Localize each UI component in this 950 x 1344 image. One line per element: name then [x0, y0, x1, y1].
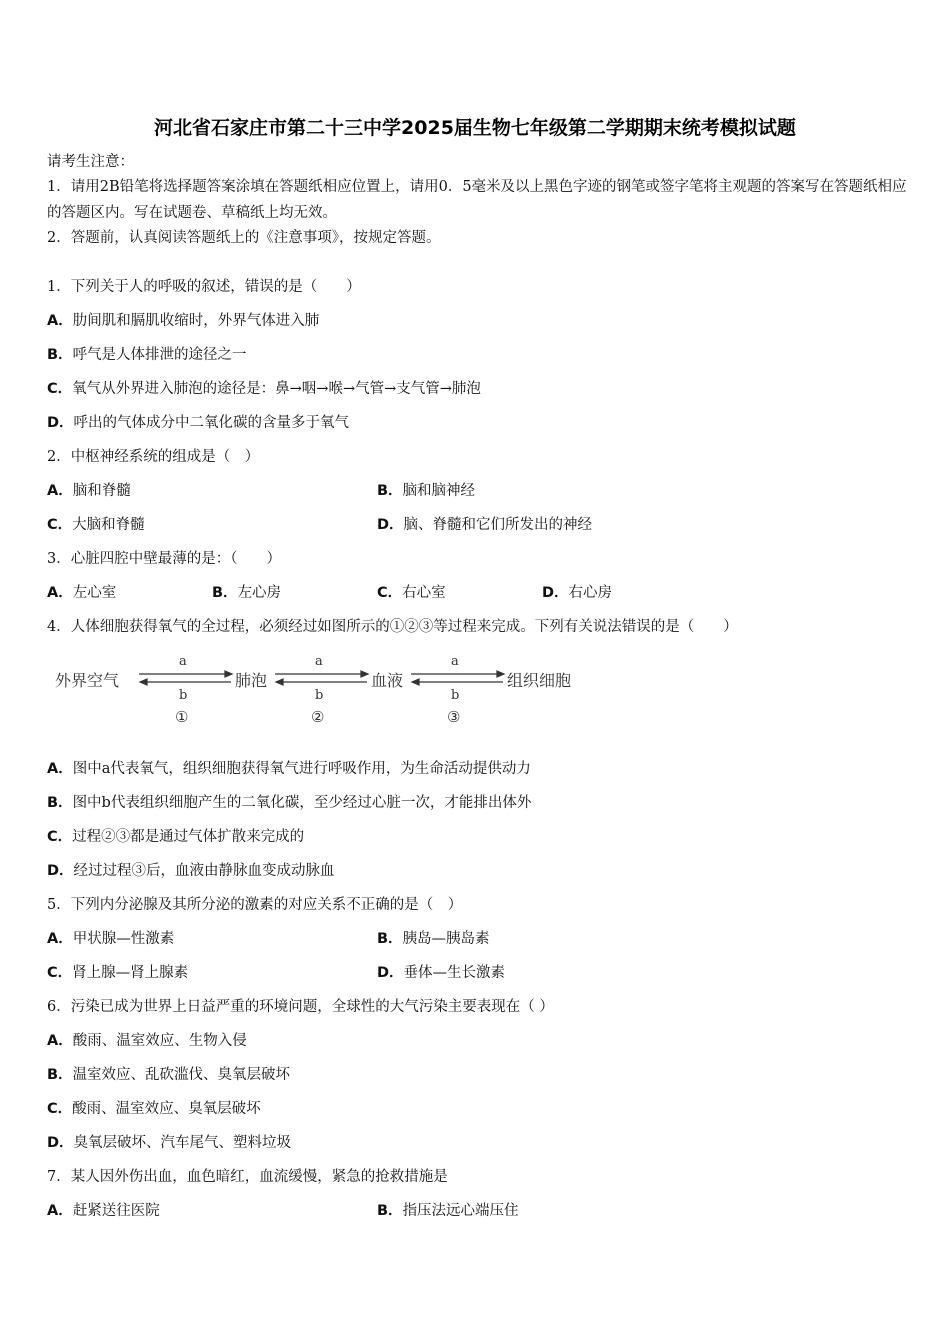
question-7-stem: 7．某人因外伤出血，血色暗红，血流缓慢，紧急的抢救措施是 — [47, 1169, 448, 1185]
q2-option-a: A．脑和脊髓 — [47, 483, 131, 499]
question-1-stem: 1．下列关于人的呼吸的叙述，错误的是（ ） — [47, 279, 361, 295]
q2-option-d: D．脑、脊髓和它们所发出的神经 — [377, 517, 593, 533]
arrow-a-2-head — [361, 671, 368, 677]
gas-exchange-diagram — [55, 652, 595, 732]
question-3-stem: 3．心脏四腔中壁最薄的是：（ ） — [47, 551, 281, 567]
diagram-label-b-3: b — [451, 688, 460, 703]
notice-heading: 请考生注意： — [47, 154, 134, 170]
q7-option-b: B．指压法远心端压住 — [377, 1203, 519, 1219]
q3-option-d: D．右心房 — [542, 585, 613, 601]
q3-option-c: C．右心室 — [377, 585, 446, 601]
diagram-label-a-3: a — [451, 654, 459, 669]
question-2-stem: 2．中枢神经系统的组成是（ ） — [47, 449, 260, 465]
question-6-stem: 6．污染已成为世界上日益严重的环境问题，全球性的大气污染主要表现在（ ） — [47, 999, 554, 1015]
arrow-b-2-head — [276, 679, 283, 685]
diagram-node-blood: 血液 — [371, 671, 404, 690]
q7-option-a: A．赶紧送往医院 — [47, 1203, 160, 1219]
q4-option-d: D．经过过程③后，血液由静脉血变成动脉血 — [47, 863, 335, 879]
notice-item-1: 1．请用2B铅笔将选择题答案涂填在答题纸相应位置上，请用0．5毫米及以上黑色字迹的钢笔或签字笔将主观题的答案写在答题纸相应的答题区内。写在试题卷、草稿纸上均无效。 — [47, 179, 907, 221]
diagram-label-b-1: b — [179, 688, 188, 703]
q3-option-b: B．左心房 — [212, 585, 282, 601]
q1-option-d: D．呼出的气体成分中二氧化碳的含量多于氧气 — [47, 415, 350, 431]
diagram-label-a-2: a — [315, 654, 323, 669]
q6-option-a: A．酸雨、温室效应、生物入侵 — [47, 1033, 247, 1049]
q4-option-a: A．图中a代表氧气，组织细胞获得氧气进行呼吸作用，为生命活动提供动力 — [47, 761, 531, 777]
q3-option-a: A．左心室 — [47, 585, 117, 601]
diagram-label-b-2: b — [315, 688, 324, 703]
q4-option-b: B．图中b代表组织细胞产生的二氧化碳，至少经过心脏一次，才能排出体外 — [47, 795, 532, 811]
q2-option-c: C．大脑和脊髓 — [47, 517, 145, 533]
q1-option-b: B．呼气是人体排泄的途径之一 — [47, 347, 247, 363]
q1-option-a: A．肋间肌和膈肌收缩时，外界气体进入肺 — [47, 313, 320, 329]
q6-option-c: C．酸雨、温室效应、臭氧层破坏 — [47, 1101, 261, 1117]
diagram-arrows — [55, 652, 595, 732]
q5-option-d: D．垂体—生长激素 — [377, 965, 506, 981]
question-5-stem: 5．下列内分泌腺及其所分泌的激素的对应关系不正确的是（ ） — [47, 897, 463, 913]
arrow-b-1-head — [140, 679, 147, 685]
question-4-stem: 4．人体细胞获得氧气的全过程，必须经过如图所示的①②③等过程来完成。下列有关说法错误的是（ ） — [47, 619, 738, 635]
q5-option-c: C．肾上腺—肾上腺素 — [47, 965, 189, 981]
q2-option-b: B．脑和脑神经 — [377, 483, 476, 499]
notice-item-2: 2．答题前，认真阅读答题纸上的《注意事项》，按规定答题。 — [47, 230, 441, 246]
page-title: 河北省石家庄市第二十三中学2025届生物七年级第二学期期末统考模拟试题 — [154, 117, 796, 139]
diagram-step-1: ① — [175, 708, 189, 726]
diagram-node-outside-air: 外界空气 — [55, 671, 120, 690]
q1-option-c: C．氧气从外界进入肺泡的途径是：鼻→咽→喉→气管→支气管→肺泡 — [47, 381, 481, 397]
q5-option-b: B．胰岛—胰岛素 — [377, 931, 490, 947]
arrow-a-3-head — [497, 671, 504, 677]
q4-option-c: C．过程②③都是通过气体扩散来完成的 — [47, 829, 305, 845]
arrow-a-1-head — [225, 671, 232, 677]
arrow-b-3-head — [412, 679, 419, 685]
q6-option-b: B．温室效应、乱砍滥伐、臭氧层破坏 — [47, 1067, 291, 1083]
diagram-step-3: ③ — [447, 708, 461, 726]
diagram-step-2: ② — [311, 708, 325, 726]
diagram-node-alveoli: 肺泡 — [235, 671, 268, 690]
q6-option-d: D．臭氧层破坏、汽车尾气、塑料垃圾 — [47, 1135, 292, 1151]
diagram-node-tissue-cells: 组织细胞 — [507, 671, 572, 690]
diagram-label-a-1: a — [179, 654, 187, 669]
q5-option-a: A．甲状腺—性激素 — [47, 931, 175, 947]
